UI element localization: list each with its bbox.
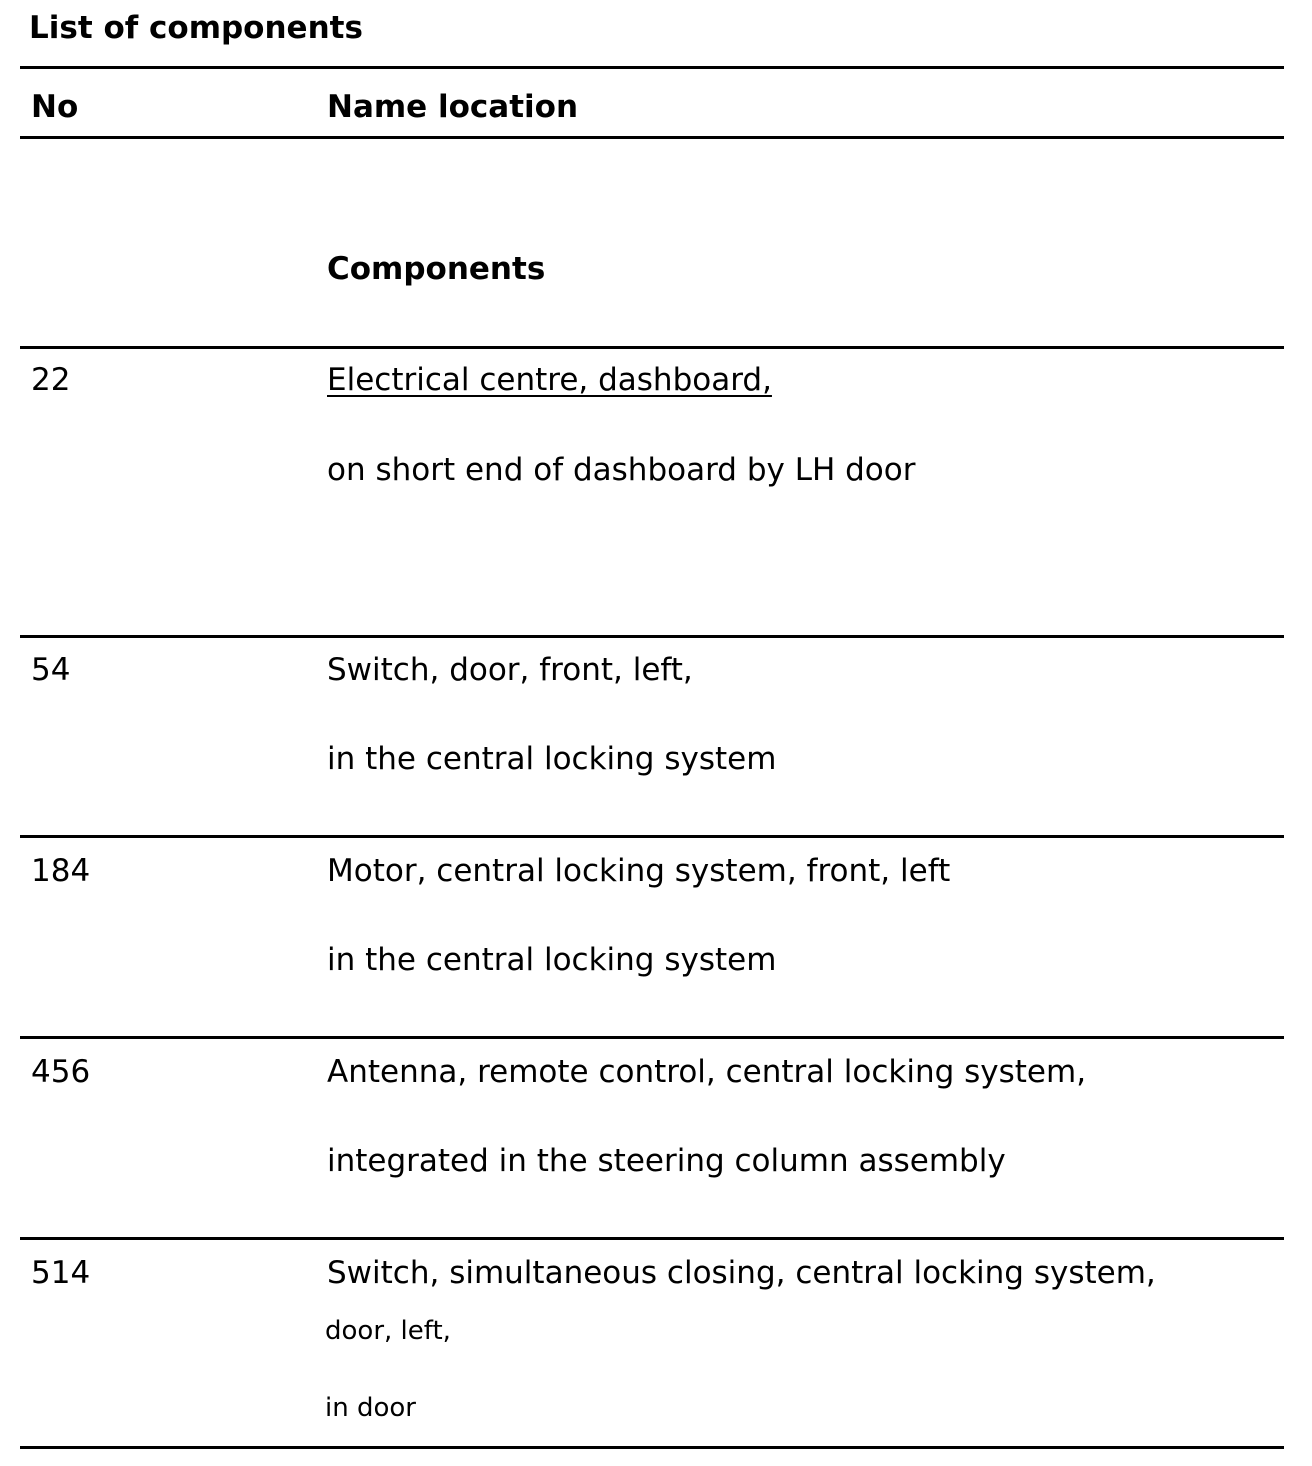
component-number: 456 — [31, 1054, 91, 1090]
component-number: 514 — [31, 1255, 91, 1291]
row-divider — [20, 1237, 1284, 1240]
table-top-rule — [20, 66, 1284, 69]
row-divider — [20, 1036, 1284, 1039]
row-divider — [20, 346, 1284, 349]
component-location: on short end of dashboard by LH door — [327, 452, 916, 488]
component-location: in the central locking system — [327, 741, 777, 777]
page-title: List of components — [29, 10, 363, 46]
component-name: Antenna, remote control, central locking system, — [327, 1054, 1087, 1090]
header-divider — [20, 136, 1284, 139]
section-label: Components — [327, 251, 546, 287]
component-number: 22 — [31, 362, 71, 398]
component-location: integrated in the steering column assembly — [327, 1143, 1006, 1179]
component-name: Switch, simultaneous closing, central locking system, — [327, 1255, 1156, 1291]
component-name: Electrical centre, dashboard, — [327, 362, 772, 398]
row-divider — [20, 835, 1284, 838]
table-bottom-rule — [20, 1446, 1284, 1449]
component-number: 54 — [31, 652, 71, 688]
component-name-continued: door, left, — [325, 1316, 451, 1346]
column-header-name-location: Name location — [327, 89, 579, 125]
component-location: in door — [325, 1393, 416, 1423]
component-location: in the central locking system — [327, 942, 777, 978]
column-header-no: No — [31, 89, 79, 125]
component-number: 184 — [31, 853, 91, 889]
row-divider — [20, 635, 1284, 638]
component-name: Motor, central locking system, front, left — [327, 853, 951, 889]
component-name: Switch, door, front, left, — [327, 652, 693, 688]
